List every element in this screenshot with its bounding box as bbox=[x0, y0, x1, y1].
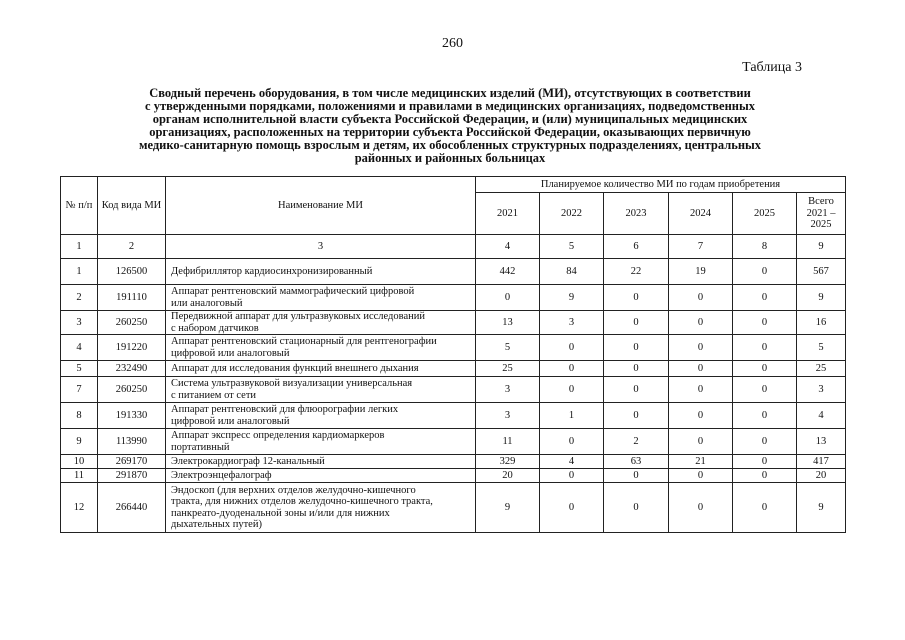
row-year-value-cell: 0 bbox=[669, 311, 733, 335]
header-year: 2021 bbox=[476, 193, 540, 235]
row-year-value-cell: 0 bbox=[540, 335, 604, 361]
row-code-cell: 269170 bbox=[98, 455, 166, 469]
row-year-value-cell: 0 bbox=[733, 285, 797, 311]
table-row bbox=[61, 311, 846, 335]
row-name-line: с набором датчиков bbox=[171, 322, 259, 334]
row-total-cell: 13 bbox=[797, 429, 846, 455]
row-total-cell: 3 bbox=[797, 377, 846, 403]
row-year-value-cell: 0 bbox=[669, 377, 733, 403]
table-body bbox=[61, 259, 846, 533]
row-year-value-cell: 0 bbox=[669, 335, 733, 361]
table-row bbox=[61, 469, 846, 483]
row-year-value-cell: 0 bbox=[604, 403, 669, 429]
header-year: 2022 bbox=[540, 193, 604, 235]
row-year-value-cell: 4 bbox=[540, 455, 604, 469]
row-name-line: панкреато-дуоденальной зоны и/или для нижних bbox=[171, 507, 390, 519]
row-year-value-cell: 0 bbox=[733, 483, 797, 533]
table-row bbox=[61, 361, 846, 377]
header-total: Всего 2021 – 2025 bbox=[797, 193, 846, 235]
row-number-cell: 10 bbox=[61, 455, 98, 469]
row-year-value-cell: 442 bbox=[476, 259, 540, 285]
row-year-value-cell: 19 bbox=[669, 259, 733, 285]
row-name-line: Аппарат экспресс определения кардиомаркеров bbox=[171, 430, 385, 441]
row-year-value-cell: 0 bbox=[540, 483, 604, 533]
row-name-cell bbox=[166, 335, 476, 361]
row-code-cell: 191220 bbox=[98, 335, 166, 361]
title-line: с утвержденными порядками, положениями и правилами в медицинских организациях, подведомственных bbox=[145, 99, 755, 113]
row-name-line: или аналоговый bbox=[171, 297, 243, 309]
row-code-cell: 191330 bbox=[98, 403, 166, 429]
row-year-value-cell: 329 bbox=[476, 455, 540, 469]
row-name-line: цифровой или аналоговый bbox=[171, 347, 290, 359]
header-num: № п/п bbox=[61, 177, 98, 235]
row-total-cell: 16 bbox=[797, 311, 846, 335]
row-total-cell: 567 bbox=[797, 259, 846, 285]
row-year-value-cell: 11 bbox=[476, 429, 540, 455]
row-year-value-cell: 0 bbox=[604, 335, 669, 361]
row-name-line: Передвижной аппарат для ультразвуковых исследований bbox=[171, 311, 425, 322]
column-number: 7 bbox=[669, 235, 733, 259]
row-year-value-cell: 0 bbox=[669, 483, 733, 533]
row-year-value-cell: 20 bbox=[476, 469, 540, 483]
row-code-cell: 126500 bbox=[98, 259, 166, 285]
table-row bbox=[61, 335, 846, 361]
row-name-line: Аппарат рентгеновский для флюорографии легких bbox=[171, 404, 399, 415]
row-code-cell: 191110 bbox=[98, 285, 166, 311]
row-year-value-cell: 63 bbox=[604, 455, 669, 469]
row-year-value-cell: 0 bbox=[540, 361, 604, 377]
header-code: Код вида МИ bbox=[98, 177, 166, 235]
header-name: Наименование МИ bbox=[166, 177, 476, 235]
row-code-cell: 113990 bbox=[98, 429, 166, 455]
row-year-value-cell: 0 bbox=[733, 377, 797, 403]
title-line: органам исполнительной власти субъекта Российской Федерации, и (или) муниципальных медицинских bbox=[152, 112, 748, 126]
table-row bbox=[61, 483, 846, 533]
row-name-line: Система ультразвуковой визуализации универсальная bbox=[171, 378, 413, 389]
row-name-line: Электроэнцефалограф bbox=[171, 469, 272, 481]
row-year-value-cell: 0 bbox=[669, 469, 733, 483]
row-year-value-cell: 0 bbox=[540, 469, 604, 483]
row-number-cell: 2 bbox=[61, 285, 98, 311]
row-name-cell bbox=[166, 377, 476, 403]
table-row bbox=[61, 285, 846, 311]
row-year-value-cell: 0 bbox=[604, 377, 669, 403]
row-year-value-cell: 0 bbox=[669, 403, 733, 429]
row-name-line: тракта, для нижних отделов желудочно-кишечного тракта, bbox=[171, 496, 433, 507]
row-name-line: цифровой или аналоговый bbox=[171, 415, 290, 427]
row-year-value-cell: 0 bbox=[733, 403, 797, 429]
header-planned: Планируемое количество МИ по годам приобретения bbox=[476, 177, 846, 193]
row-name-cell bbox=[166, 285, 476, 311]
column-number: 4 bbox=[476, 235, 540, 259]
row-year-value-cell: 0 bbox=[733, 311, 797, 335]
row-year-value-cell: 0 bbox=[733, 335, 797, 361]
table-row bbox=[61, 259, 846, 285]
header-year: 2023 bbox=[604, 193, 669, 235]
table-row bbox=[61, 429, 846, 455]
column-number: 1 bbox=[61, 235, 98, 259]
row-year-value-cell: 0 bbox=[540, 429, 604, 455]
row-number-cell: 1 bbox=[61, 259, 98, 285]
row-name-cell bbox=[166, 455, 476, 469]
row-year-value-cell: 25 bbox=[476, 361, 540, 377]
column-number: 2 bbox=[98, 235, 166, 259]
row-year-value-cell: 5 bbox=[476, 335, 540, 361]
row-year-value-cell: 3 bbox=[476, 403, 540, 429]
row-total-cell: 5 bbox=[797, 335, 846, 361]
row-number-cell: 8 bbox=[61, 403, 98, 429]
row-name-cell bbox=[166, 483, 476, 533]
row-total-cell: 20 bbox=[797, 469, 846, 483]
document-title bbox=[90, 87, 810, 165]
row-year-value-cell: 9 bbox=[540, 285, 604, 311]
row-number-cell: 9 bbox=[61, 429, 98, 455]
row-year-value-cell: 1 bbox=[540, 403, 604, 429]
row-year-value-cell: 0 bbox=[669, 285, 733, 311]
table-row bbox=[61, 455, 846, 469]
row-name-cell bbox=[166, 429, 476, 455]
row-year-value-cell: 9 bbox=[476, 483, 540, 533]
column-number: 6 bbox=[604, 235, 669, 259]
column-number: 9 bbox=[797, 235, 846, 259]
row-year-value-cell: 0 bbox=[604, 311, 669, 335]
row-name-line: портативный bbox=[171, 441, 230, 453]
row-year-value-cell: 0 bbox=[604, 361, 669, 377]
row-name-line: с питанием от сети bbox=[171, 389, 257, 401]
row-year-value-cell: 0 bbox=[669, 361, 733, 377]
row-name-cell bbox=[166, 469, 476, 483]
row-year-value-cell: 3 bbox=[540, 311, 604, 335]
row-year-value-cell: 3 bbox=[476, 377, 540, 403]
row-total-cell: 9 bbox=[797, 483, 846, 533]
row-year-value-cell: 0 bbox=[604, 285, 669, 311]
row-year-value-cell: 0 bbox=[604, 469, 669, 483]
title-line: районных и районных больницах bbox=[354, 151, 546, 165]
column-number: 5 bbox=[540, 235, 604, 259]
row-code-cell: 260250 bbox=[98, 311, 166, 335]
row-total-cell: 4 bbox=[797, 403, 846, 429]
row-year-value-cell: 0 bbox=[669, 429, 733, 455]
table-label: Таблица 3 bbox=[742, 60, 802, 75]
row-year-value-cell: 0 bbox=[604, 483, 669, 533]
title-line: организациях, расположенных на территории субъекта Российской Федерации, оказывающих первичную bbox=[149, 125, 751, 139]
row-year-value-cell: 0 bbox=[733, 469, 797, 483]
row-code-cell: 232490 bbox=[98, 361, 166, 377]
table-row bbox=[61, 403, 846, 429]
row-year-value-cell: 84 bbox=[540, 259, 604, 285]
row-total-cell: 9 bbox=[797, 285, 846, 311]
row-year-value-cell: 0 bbox=[733, 455, 797, 469]
title-line: Сводный перечень оборудования, в том числе медицинских изделий (МИ), отсутствующих в соответствии bbox=[149, 86, 751, 100]
row-year-value-cell: 0 bbox=[733, 429, 797, 455]
row-number-cell: 12 bbox=[61, 483, 98, 533]
header-year: 2025 bbox=[733, 193, 797, 235]
page-number: 260 bbox=[442, 36, 463, 51]
row-year-value-cell: 21 bbox=[669, 455, 733, 469]
row-name-line: Электрокардиограф 12-канальный bbox=[171, 455, 325, 467]
table-row bbox=[61, 377, 846, 403]
row-name-line: Аппарат рентгеновский стационарный для рентгенографии bbox=[171, 336, 437, 347]
row-total-cell: 25 bbox=[797, 361, 846, 377]
column-number: 3 bbox=[166, 235, 476, 259]
row-total-cell: 417 bbox=[797, 455, 846, 469]
row-name-cell bbox=[166, 259, 476, 285]
row-name-line: Аппарат рентгеновский маммографический цифровой bbox=[171, 286, 415, 297]
row-year-value-cell: 0 bbox=[733, 361, 797, 377]
row-year-value-cell: 22 bbox=[604, 259, 669, 285]
row-year-value-cell: 13 bbox=[476, 311, 540, 335]
row-name-cell bbox=[166, 403, 476, 429]
row-year-value-cell: 0 bbox=[540, 377, 604, 403]
row-name-line: Аппарат для исследования функций внешнего дыхания bbox=[171, 362, 419, 374]
row-number-cell: 4 bbox=[61, 335, 98, 361]
row-number-cell: 5 bbox=[61, 361, 98, 377]
column-number-row bbox=[61, 235, 846, 259]
row-code-cell: 266440 bbox=[98, 483, 166, 533]
row-number-cell: 7 bbox=[61, 377, 98, 403]
row-name-line: дыхательных путей) bbox=[171, 519, 262, 530]
row-name-line: Эндоскоп (для верхних отделов желудочно-кишечного bbox=[171, 484, 416, 496]
equipment-table bbox=[60, 176, 846, 533]
row-number-cell: 3 bbox=[61, 311, 98, 335]
row-year-value-cell: 0 bbox=[733, 259, 797, 285]
header-year: 2024 bbox=[669, 193, 733, 235]
row-number-cell: 11 bbox=[61, 469, 98, 483]
row-name-cell bbox=[166, 361, 476, 377]
row-name-cell bbox=[166, 311, 476, 335]
title-line: медико-санитарную помощь взрослым и детям, их обособленных структурных подразделениях, центральных bbox=[138, 138, 762, 152]
row-code-cell: 291870 bbox=[98, 469, 166, 483]
row-year-value-cell: 0 bbox=[476, 285, 540, 311]
column-number: 8 bbox=[733, 235, 797, 259]
row-code-cell: 260250 bbox=[98, 377, 166, 403]
row-year-value-cell: 2 bbox=[604, 429, 669, 455]
row-name-line: Дефибриллятор кардиосинхронизированный bbox=[171, 265, 373, 277]
